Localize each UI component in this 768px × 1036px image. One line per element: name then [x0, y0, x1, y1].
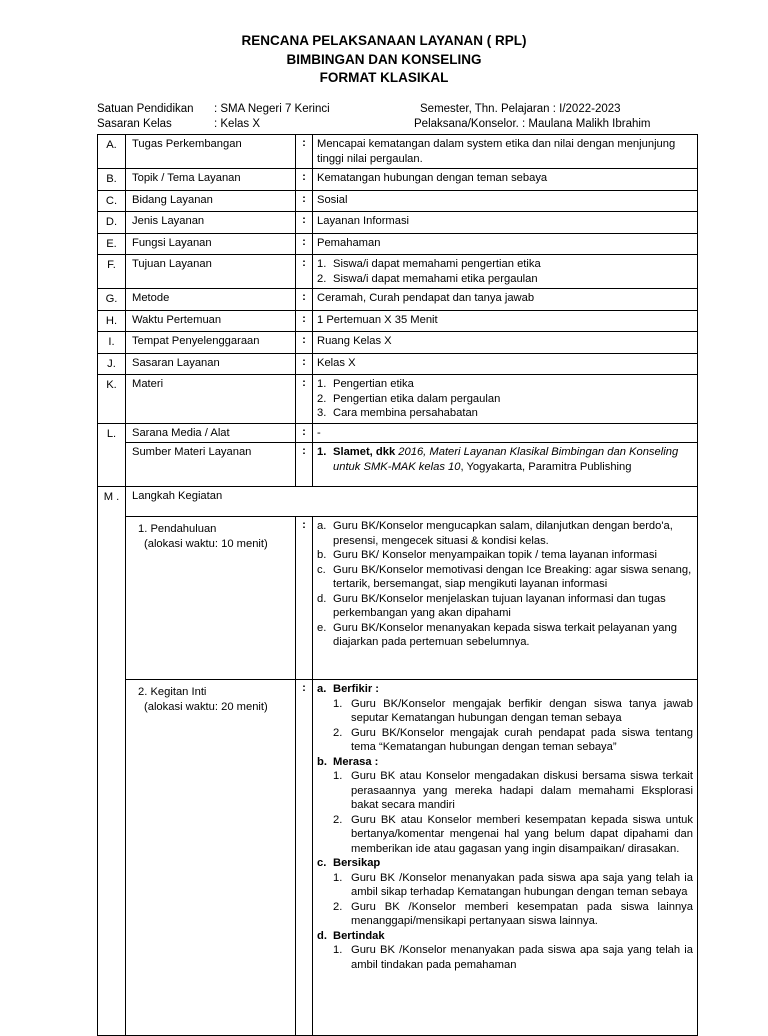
list-item — [317, 445, 693, 474]
group-title: Berfikir : — [333, 683, 380, 695]
row-label: Langkah Kegiatan — [126, 487, 698, 517]
row-tugas — [98, 135, 698, 169]
row-colon: : — [296, 190, 313, 212]
list-item — [317, 592, 693, 621]
item-text: Guru BK/Konselor mengajak berfikir dengan siswa tanya jawab seputar Kematangan hubungan dengan teman sebaya — [351, 697, 693, 724]
item-number: 1. — [333, 871, 343, 884]
row-code: A. — [98, 135, 126, 169]
item-number: 2. — [333, 900, 343, 913]
row-label — [126, 517, 296, 680]
row-inti — [98, 680, 698, 1036]
row-code: F. — [98, 255, 126, 289]
list-item — [317, 519, 693, 548]
item-letter: e. — [317, 621, 327, 634]
list-item — [317, 377, 693, 392]
item-number: 1. — [317, 378, 327, 390]
item-text: Guru BK/ Konselor menyampaikan topik / tema layanan informasi — [333, 549, 657, 561]
group-heading — [317, 929, 693, 944]
row-colon: : — [296, 255, 313, 289]
item-text: Guru BK atau Konselor memberi kesempatan kepada siswa untuk bertanya/komentar mengenai hal yang belum dapat dipahami dan memberikan ide atau gagasan yang ingin disampaikan/ dirasakan. — [351, 813, 693, 855]
row-value — [313, 255, 698, 289]
step-label: 1. Pendahuluan — [138, 523, 217, 535]
row-fungsi — [98, 233, 698, 255]
row-value: Mencapai kematangan dalam system etika dan nilai dengan menjunjung tinggi nilai pergaulan. — [313, 135, 698, 169]
group-letter: c. — [317, 857, 327, 869]
list-item — [333, 726, 693, 755]
item-letter: c. — [317, 563, 326, 576]
item-text: Cara membina persahabatan — [333, 407, 478, 419]
row-colon: : — [296, 212, 313, 234]
item-number: 1. — [333, 944, 343, 956]
row-sumber — [98, 443, 698, 487]
row-label: Sarana Media / Alat — [126, 423, 296, 443]
row-code: K. — [98, 375, 126, 424]
item-number: 1. — [333, 770, 343, 782]
row-tujuan — [98, 255, 698, 289]
sasaran-label: Sasaran Kelas — [97, 118, 172, 130]
row-value: Layanan Informasi — [313, 212, 698, 234]
row-label: Sumber Materi Layanan — [126, 443, 296, 487]
row-code: M . — [98, 487, 126, 1036]
row-label: Tugas Perkembangan — [126, 135, 296, 169]
group-letter: d. — [317, 929, 327, 942]
row-value — [313, 375, 698, 424]
row-label: Bidang Layanan — [126, 190, 296, 212]
row-colon: : — [296, 332, 313, 354]
item-number: 1. — [317, 258, 327, 270]
row-pendahuluan — [98, 517, 698, 680]
row-label: Tempat Penyelenggaraan — [126, 332, 296, 354]
item-text: Guru BK/Konselor menjelaskan tujuan layanan informasi dan tugas perkembangan yang akan dipahami — [333, 592, 666, 619]
list-item — [333, 900, 693, 929]
row-value: Pemahaman — [313, 233, 698, 255]
row-jenis — [98, 212, 698, 234]
item-text: Siswa/i dapat memahami pengertian etika — [333, 258, 541, 270]
row-sasaran — [98, 353, 698, 375]
row-metode — [98, 289, 698, 311]
pelaksana-info: Pelaksana/Konselor. : Maulana Malikh Ibrahim — [414, 118, 651, 130]
row-colon: : — [296, 310, 313, 332]
item-letter: a. — [317, 520, 327, 532]
row-label: Tujuan Layanan — [126, 255, 296, 289]
group-title: Bersikap — [333, 857, 381, 869]
row-value: Sosial — [313, 190, 698, 212]
row-code: I. — [98, 332, 126, 354]
document-format: FORMAT KLASIKAL — [319, 70, 449, 85]
row-colon: : — [296, 169, 313, 191]
item-text: Guru BK/Konselor mengajak curah pendapat pada siswa tentang tema “Kematangan hubungan dengan teman sebaya” — [351, 726, 693, 753]
list-item — [317, 406, 693, 421]
list-item — [317, 257, 693, 272]
item-text: Pengertian etika — [333, 378, 414, 390]
satuan-value: : SMA Negeri 7 Kerinci — [214, 103, 330, 115]
row-label — [126, 680, 296, 1036]
row-colon: : — [296, 375, 313, 424]
row-code: J. — [98, 353, 126, 375]
row-value: Ceramah, Curah pendapat dan tanya jawab — [313, 289, 698, 311]
row-code: E. — [98, 233, 126, 255]
row-code: D. — [98, 212, 126, 234]
group-heading — [317, 682, 693, 697]
list-item — [333, 813, 693, 857]
satuan-label: Satuan Pendidikan — [97, 103, 194, 115]
row-value: Kelas X — [313, 353, 698, 375]
item-letter: b. — [317, 549, 327, 561]
row-value: 1 Pertemuan X 35 Menit — [313, 310, 698, 332]
list-item — [333, 697, 693, 726]
list-item — [317, 272, 693, 287]
row-code: G. — [98, 289, 126, 311]
row-label: Metode — [126, 289, 296, 311]
group-title: Merasa : — [333, 755, 379, 768]
row-langkah — [98, 487, 698, 517]
row-tempat — [98, 332, 698, 354]
item-text: Guru BK/Konselor mengucapkan salam, dilanjutkan dengan berdo'a, presensi, mengecek situasi & kondisi kelas. — [333, 520, 673, 547]
list-item — [317, 621, 693, 650]
item-letter: d. — [317, 592, 327, 605]
item-text: Pengertian etika dalam pergaulan — [333, 392, 501, 405]
row-label: Materi — [126, 375, 296, 424]
item-text: Guru BK /Konselor memberi kesempatan pada siswa lainnya menanggapi/mensikapi pertanyaan siswa lainnya. — [351, 900, 693, 927]
step-duration: (alokasi waktu: 10 menit) — [144, 537, 268, 550]
sasaran-value: : Kelas X — [214, 118, 261, 130]
item-number: 3. — [317, 407, 327, 419]
group-letter: b. — [317, 755, 327, 768]
item-text: Guru BK /Konselor menanyakan pada siswa apa saja yang telah ia ambil sikap terhadap Kematangan hubungan dengan teman sebaya — [351, 871, 693, 898]
group-items — [317, 943, 693, 972]
row-colon: : — [296, 517, 313, 680]
row-bidang — [98, 190, 698, 212]
list-item — [317, 392, 693, 407]
list-item — [333, 943, 693, 972]
item-text: Guru BK/Konselor memotivasi dengan Ice Breaking: agar siswa senang, tertarik, bersemangat, siap mengikuti layanan informasi — [333, 563, 692, 590]
row-sarana — [98, 423, 698, 443]
row-value — [313, 443, 698, 487]
item-text: Guru BK/Konselor menanyakan kepada siswa terkait pelayanan yang diajarkan pada pertemuan sebelumnya. — [333, 621, 677, 648]
item-number: 2. — [317, 392, 327, 405]
row-colon: : — [296, 135, 313, 169]
item-number: 2. — [333, 726, 343, 739]
row-colon: : — [296, 233, 313, 255]
semester-info: Semester, Thn. Pelajaran : I/2022-2023 — [420, 103, 621, 115]
row-topik — [98, 169, 698, 191]
item-text: Siswa/i dapat memahami etika pergaulan — [333, 272, 538, 285]
row-code: C. — [98, 190, 126, 212]
step-duration: (alokasi waktu: 20 menit) — [144, 700, 268, 713]
row-value: Kematangan hubungan dengan teman sebaya — [313, 169, 698, 191]
row-colon: : — [296, 443, 313, 487]
list-item — [333, 871, 693, 900]
list-item — [317, 563, 693, 592]
step-label: 2. Kegitan Inti — [138, 686, 207, 698]
item-number: 1. — [317, 446, 327, 458]
group-items — [317, 871, 693, 929]
row-label: Fungsi Layanan — [126, 233, 296, 255]
row-materi — [98, 375, 698, 424]
group-heading — [317, 755, 693, 770]
item-text — [333, 445, 693, 474]
group-heading — [317, 856, 693, 871]
source-author: Slamet, dkk — [333, 446, 399, 458]
list-item — [317, 548, 693, 563]
row-label: Jenis Layanan — [126, 212, 296, 234]
row-value — [313, 517, 698, 680]
row-value: Ruang Kelas X — [313, 332, 698, 354]
group-items — [317, 769, 693, 856]
row-value: - — [313, 423, 698, 443]
list-item — [333, 769, 693, 813]
item-number: 2. — [333, 813, 343, 826]
item-number: 2. — [317, 272, 327, 285]
row-label: Waktu Pertemuan — [126, 310, 296, 332]
document-title: RENCANA PELAKSANAAN LAYANAN ( RPL) — [241, 33, 527, 48]
row-code: L. — [98, 423, 126, 487]
rpl-table — [97, 134, 698, 1036]
row-colon: : — [296, 680, 313, 1036]
item-text: Guru BK /Konselor menanyakan pada siswa apa saja yang telah ia ambil tindakan pada pemahaman — [351, 944, 693, 971]
row-code: B. — [98, 169, 126, 191]
row-colon: : — [296, 423, 313, 443]
source-publisher: , Yogyakarta, Paramitra Publishing — [460, 460, 632, 473]
row-code: H. — [98, 310, 126, 332]
source-title: 2016, Materi Layanan Klasikal Bimbingan dan Konseling untuk SMK-MAK kelas 10 — [333, 446, 679, 473]
item-text: Guru BK atau Konselor mengadakan diskusi bersama siswa terkait perasaannya yang mereka hadapi dalam memahami Eksplorasi bakat secara mandiri — [351, 770, 693, 811]
item-number: 1. — [333, 697, 343, 710]
row-colon: : — [296, 289, 313, 311]
row-value — [313, 680, 698, 1036]
row-waktu — [98, 310, 698, 332]
group-letter: a. — [317, 683, 327, 695]
group-items — [317, 697, 693, 755]
group-title: Bertindak — [333, 929, 385, 942]
row-label: Topik / Tema Layanan — [126, 169, 296, 191]
document-subtitle: BIMBINGAN DAN KONSELING — [286, 51, 482, 67]
row-colon: : — [296, 353, 313, 375]
row-label: Sasaran Layanan — [126, 353, 296, 375]
